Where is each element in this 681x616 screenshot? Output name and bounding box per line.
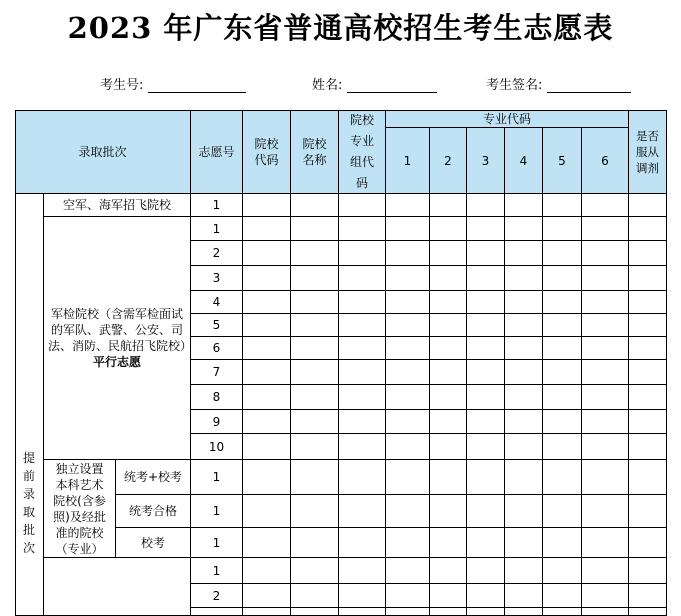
group-code-cell[interactable] — [339, 460, 386, 495]
group-military — [44, 217, 191, 460]
group-code-cell[interactable] — [339, 434, 386, 460]
school-code-cell[interactable] — [243, 266, 291, 291]
header-major-col-6: 6 — [582, 128, 629, 194]
obey-cell[interactable] — [629, 385, 667, 410]
group-code-cell[interactable] — [339, 385, 386, 410]
major-code-cell[interactable] — [543, 266, 582, 291]
major-code-cell[interactable] — [467, 495, 505, 528]
major-code-cell[interactable] — [505, 217, 543, 241]
header-major-code: 专业代码 — [386, 110, 629, 128]
major-code-cell[interactable] — [386, 584, 430, 608]
choice-number: 1 — [191, 528, 243, 558]
major-code-cell[interactable] — [505, 266, 543, 291]
group-code-cell[interactable] — [339, 314, 386, 337]
major-code-cell[interactable] — [386, 337, 430, 360]
school-code-cell[interactable] — [243, 360, 291, 385]
school-name-cell[interactable] — [291, 266, 339, 291]
major-code-cell[interactable] — [430, 360, 467, 385]
group-code-cell[interactable] — [339, 291, 386, 314]
group-code-cell[interactable] — [339, 337, 386, 360]
choice-number: 10 — [191, 434, 243, 460]
header-major-col-3: 3 — [467, 128, 505, 194]
major-code-cell[interactable] — [505, 360, 543, 385]
obey-cell[interactable] — [629, 337, 667, 360]
major-code-cell[interactable] — [582, 495, 629, 528]
major-code-cell[interactable] — [386, 217, 430, 241]
header-major-col-1: 1 — [386, 128, 430, 194]
school-code-cell[interactable] — [243, 460, 291, 495]
major-code-cell[interactable] — [430, 266, 467, 291]
school-code-cell[interactable] — [243, 194, 291, 217]
major-code-cell[interactable] — [430, 460, 467, 495]
school-name-cell[interactable] — [291, 584, 339, 608]
signature-input[interactable] — [547, 78, 631, 93]
major-code-cell[interactable] — [582, 608, 629, 616]
obey-cell[interactable] — [629, 584, 667, 608]
group-military-label: 军检院校（含需军检面试的军队、武警、公安、司法、消防、民航招飞院校） — [48, 307, 193, 353]
choice-number: 2 — [191, 584, 243, 608]
major-code-cell[interactable] — [505, 584, 543, 608]
major-code-cell[interactable] — [430, 410, 467, 434]
group-art: 独立设置本科艺术院校(含参照)及经批准的院校（专业） — [44, 460, 116, 558]
major-code-cell[interactable] — [505, 314, 543, 337]
art-sub-3: 校考 — [116, 528, 191, 558]
major-code-cell[interactable] — [467, 434, 505, 460]
major-code-cell[interactable] — [430, 291, 467, 314]
major-code-cell[interactable] — [386, 495, 430, 528]
major-code-cell[interactable] — [386, 360, 430, 385]
school-code-cell[interactable] — [243, 217, 291, 241]
major-code-cell[interactable] — [386, 460, 430, 495]
choice-number: 9 — [191, 410, 243, 434]
school-code-cell[interactable] — [243, 495, 291, 528]
parallel-tag: 平行志愿 — [92, 355, 141, 369]
major-code-cell[interactable] — [467, 584, 505, 608]
art-sub-2: 统考合格 — [116, 495, 191, 528]
school-name-cell[interactable] — [291, 291, 339, 314]
obey-cell[interactable] — [629, 495, 667, 528]
application-table — [15, 110, 667, 616]
obey-cell[interactable] — [629, 241, 667, 266]
major-code-cell[interactable] — [543, 385, 582, 410]
school-code-cell[interactable] — [243, 608, 291, 616]
header-choice-no: 志愿号 — [191, 110, 243, 194]
major-code-cell[interactable] — [543, 608, 582, 616]
header-batch: 录取批次 — [15, 110, 191, 194]
obey-cell[interactable] — [629, 314, 667, 337]
major-code-cell[interactable] — [505, 460, 543, 495]
school-name-cell[interactable] — [291, 410, 339, 434]
choice-number: 1 — [191, 194, 243, 217]
choice-number: 1 — [191, 217, 243, 241]
major-code-cell[interactable] — [467, 410, 505, 434]
major-code-cell[interactable] — [386, 266, 430, 291]
header-major-col-5: 5 — [543, 128, 582, 194]
school-code-cell[interactable] — [243, 528, 291, 558]
major-code-cell[interactable] — [430, 385, 467, 410]
name-label: 姓名: — [312, 78, 343, 93]
choice-number: 4 — [191, 291, 243, 314]
choice-number: 1 — [191, 558, 243, 584]
school-name-cell[interactable] — [291, 314, 339, 337]
major-code-cell[interactable] — [467, 241, 505, 266]
school-name-cell[interactable] — [291, 434, 339, 460]
major-code-cell[interactable] — [543, 460, 582, 495]
group-code-cell[interactable] — [339, 608, 386, 616]
major-code-cell[interactable] — [505, 291, 543, 314]
major-code-cell[interactable] — [582, 266, 629, 291]
header-major-col-4: 4 — [505, 128, 543, 194]
major-code-cell[interactable] — [582, 217, 629, 241]
major-code-cell[interactable] — [543, 434, 582, 460]
group-code-cell[interactable] — [339, 495, 386, 528]
school-code-cell[interactable] — [243, 584, 291, 608]
major-code-cell[interactable] — [467, 217, 505, 241]
major-code-cell[interactable] — [543, 314, 582, 337]
major-code-cell[interactable] — [430, 217, 467, 241]
group-code-cell[interactable] — [339, 241, 386, 266]
choice-number — [191, 608, 243, 616]
major-code-cell[interactable] — [582, 314, 629, 337]
signature-field — [486, 74, 631, 93]
school-name-cell[interactable] — [291, 241, 339, 266]
major-code-cell[interactable] — [467, 266, 505, 291]
major-code-cell[interactable] — [386, 314, 430, 337]
major-code-cell[interactable] — [386, 528, 430, 558]
major-code-cell[interactable] — [543, 558, 582, 584]
major-code-cell[interactable] — [386, 608, 430, 616]
school-name-cell[interactable] — [291, 608, 339, 616]
major-code-cell[interactable] — [430, 434, 467, 460]
major-code-cell[interactable] — [543, 337, 582, 360]
major-code-cell[interactable] — [505, 434, 543, 460]
school-name-cell[interactable] — [291, 217, 339, 241]
major-code-cell[interactable] — [386, 558, 430, 584]
choice-number: 1 — [191, 495, 243, 528]
art-sub-1: 统考+校考 — [116, 460, 191, 495]
school-code-cell[interactable] — [243, 385, 291, 410]
major-code-cell[interactable] — [467, 558, 505, 584]
exam-no-input[interactable] — [148, 78, 246, 93]
major-code-cell[interactable] — [543, 291, 582, 314]
major-code-cell[interactable] — [467, 360, 505, 385]
major-code-cell[interactable] — [467, 194, 505, 217]
major-code-cell[interactable] — [582, 337, 629, 360]
exam-no-label: 考生号: — [100, 78, 144, 93]
major-code-cell[interactable] — [582, 291, 629, 314]
major-code-cell[interactable] — [386, 410, 430, 434]
group-next — [44, 558, 191, 616]
name-input[interactable] — [347, 78, 437, 93]
major-code-cell[interactable] — [430, 528, 467, 558]
obey-cell[interactable] — [629, 194, 667, 217]
major-code-cell[interactable] — [543, 495, 582, 528]
choice-number: 7 — [191, 360, 243, 385]
major-code-cell[interactable] — [430, 608, 467, 616]
school-code-cell[interactable] — [243, 337, 291, 360]
school-name-cell[interactable] — [291, 360, 339, 385]
major-code-cell[interactable] — [430, 495, 467, 528]
header-school-code: 院校代码 — [243, 110, 291, 194]
signature-label: 考生签名: — [486, 78, 543, 93]
group-code-cell[interactable] — [339, 217, 386, 241]
major-code-cell[interactable] — [430, 241, 467, 266]
major-code-cell[interactable] — [386, 291, 430, 314]
school-code-cell[interactable] — [243, 434, 291, 460]
name-field — [312, 74, 437, 93]
major-code-cell[interactable] — [543, 528, 582, 558]
major-code-cell[interactable] — [543, 217, 582, 241]
obey-cell[interactable] — [629, 460, 667, 495]
major-code-cell[interactable] — [543, 584, 582, 608]
major-code-cell[interactable] — [467, 314, 505, 337]
major-code-cell[interactable] — [505, 608, 543, 616]
header-group-code: 院校专业组代码 — [339, 110, 386, 194]
major-code-cell[interactable] — [430, 314, 467, 337]
major-code-cell[interactable] — [386, 194, 430, 217]
major-code-cell[interactable] — [467, 337, 505, 360]
major-code-cell[interactable] — [582, 194, 629, 217]
choice-number: 2 — [191, 241, 243, 266]
obey-cell[interactable] — [629, 410, 667, 434]
exam-no-field — [100, 74, 246, 93]
school-name-cell[interactable] — [291, 528, 339, 558]
major-code-cell[interactable] — [430, 584, 467, 608]
major-code-cell[interactable] — [543, 241, 582, 266]
group-code-cell[interactable] — [339, 558, 386, 584]
major-code-cell[interactable] — [582, 360, 629, 385]
major-code-cell[interactable] — [505, 337, 543, 360]
choice-number: 6 — [191, 337, 243, 360]
group-code-cell[interactable] — [339, 360, 386, 385]
header-major-col-2: 2 — [430, 128, 467, 194]
major-code-cell[interactable] — [582, 528, 629, 558]
school-name-cell[interactable] — [291, 460, 339, 495]
major-code-cell[interactable] — [505, 385, 543, 410]
school-name-cell[interactable] — [291, 495, 339, 528]
school-code-cell[interactable] — [243, 410, 291, 434]
school-code-cell[interactable] — [243, 241, 291, 266]
major-code-cell[interactable] — [582, 241, 629, 266]
major-code-cell[interactable] — [505, 528, 543, 558]
choice-number: 3 — [191, 266, 243, 291]
major-code-cell[interactable] — [467, 460, 505, 495]
major-code-cell[interactable] — [505, 241, 543, 266]
school-name-cell[interactable] — [291, 337, 339, 360]
major-code-cell[interactable] — [582, 558, 629, 584]
major-code-cell[interactable] — [505, 558, 543, 584]
major-code-cell[interactable] — [467, 608, 505, 616]
group-code-cell[interactable] — [339, 266, 386, 291]
major-code-cell[interactable] — [467, 385, 505, 410]
major-code-cell[interactable] — [582, 410, 629, 434]
group-code-cell[interactable] — [339, 410, 386, 434]
major-code-cell[interactable] — [467, 291, 505, 314]
batch-side-label: 提前录取批次 — [15, 194, 44, 616]
major-code-cell[interactable] — [582, 584, 629, 608]
obey-cell[interactable] — [629, 608, 667, 616]
group-code-cell[interactable] — [339, 194, 386, 217]
choice-number: 5 — [191, 314, 243, 337]
obey-cell[interactable] — [629, 291, 667, 314]
group-code-cell[interactable] — [339, 584, 386, 608]
major-code-cell[interactable] — [582, 385, 629, 410]
major-code-cell[interactable] — [582, 460, 629, 495]
major-code-cell[interactable] — [505, 194, 543, 217]
school-name-cell[interactable] — [291, 558, 339, 584]
obey-cell[interactable] — [629, 558, 667, 584]
page-title: 2023 年广东省普通高校招生考生志愿表 — [67, 11, 614, 45]
group-code-cell[interactable] — [339, 528, 386, 558]
header-obey: 是否服从调剂 — [629, 110, 667, 194]
group-airforce: 空军、海军招飞院校 — [44, 194, 191, 217]
obey-cell[interactable] — [629, 528, 667, 558]
obey-cell[interactable] — [629, 217, 667, 241]
school-code-cell[interactable] — [243, 291, 291, 314]
major-code-cell[interactable] — [430, 194, 467, 217]
obey-cell[interactable] — [629, 266, 667, 291]
obey-cell[interactable] — [629, 360, 667, 385]
major-code-cell[interactable] — [386, 241, 430, 266]
major-code-cell[interactable] — [386, 385, 430, 410]
school-code-cell[interactable] — [243, 314, 291, 337]
choice-number: 8 — [191, 385, 243, 410]
major-code-cell[interactable] — [505, 410, 543, 434]
header-school-name: 院校名称 — [291, 110, 339, 194]
major-code-cell[interactable] — [543, 410, 582, 434]
major-code-cell[interactable] — [430, 337, 467, 360]
choice-number: 1 — [191, 460, 243, 495]
major-code-cell[interactable] — [543, 360, 582, 385]
obey-cell[interactable] — [629, 434, 667, 460]
major-code-cell[interactable] — [467, 528, 505, 558]
major-code-cell[interactable] — [386, 434, 430, 460]
school-name-cell[interactable] — [291, 194, 339, 217]
major-code-cell[interactable] — [543, 194, 582, 217]
major-code-cell[interactable] — [505, 495, 543, 528]
school-name-cell[interactable] — [291, 385, 339, 410]
school-code-cell[interactable] — [243, 558, 291, 584]
major-code-cell[interactable] — [430, 558, 467, 584]
major-code-cell[interactable] — [582, 434, 629, 460]
